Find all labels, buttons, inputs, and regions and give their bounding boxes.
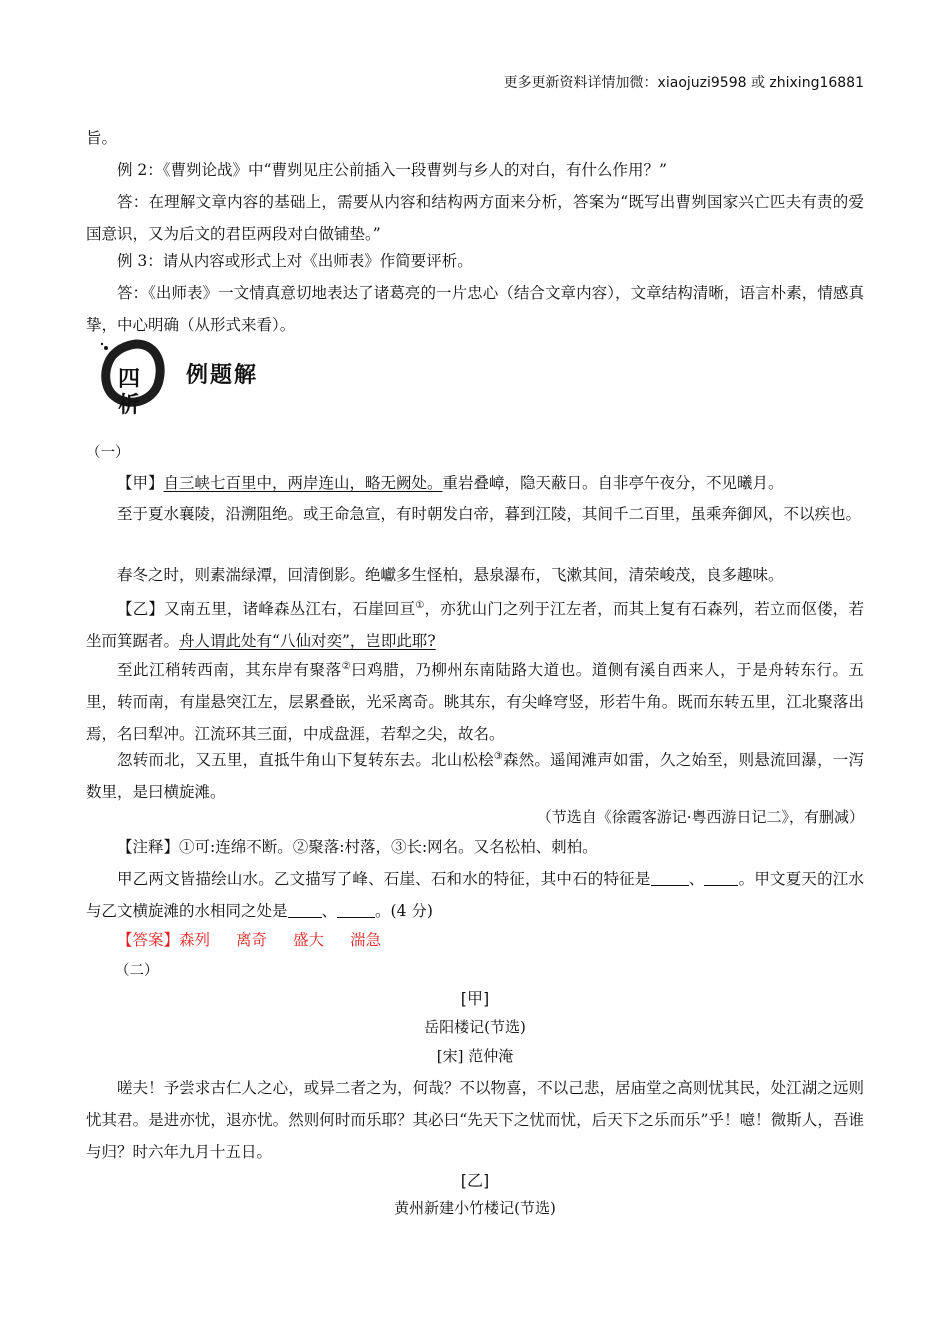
section-number: 四 (118, 367, 141, 392)
part1-jia-paragraph-3: 春冬之时，则素湍绿潭，回清倒影。绝巘多生怪柏，悬泉瀑布，飞漱其间，清荣峻茂，良多趣味。 (117, 566, 784, 584)
part1-yi-paragraph-2: 至此江稍转西南，其东岸有聚落②曰鸡腊，乃柳州东南陆路大道也。道侧有溪自西来人，于是舟转东行。五里，转而南，有崖悬突江左，层累叠嵌，光采离奇。眺其东，有尖峰穹竖，形若牛角。既而东转五里，江北聚落出焉，名曰犁冲。江流环其三面，中成盘涯，若犁之尖，故名。 (86, 661, 864, 744)
jia-tag: 【甲】 (117, 474, 164, 492)
part2-jia-title: 岳阳楼记(节选) (424, 1018, 526, 1036)
section-badge (98, 338, 168, 418)
answer-blank (337, 902, 375, 919)
section-number-bottom: 析 (118, 393, 141, 418)
yi-tag: 【乙】 (117, 600, 165, 619)
example-3-question: 例 3：请从内容或形式上对《出师表》作简要评析。 (117, 252, 473, 270)
jia-underlined-sentence: 自三峡七百里中，两岸连山，略无阙处。 (163, 474, 443, 492)
answer-blank (704, 870, 738, 887)
answer-item: 湍急 (350, 931, 382, 949)
part2-jia-text: 嗟夫！予尝求古仁人之心，或异二者之为，何哉？不以物喜，不以己悲，居庙堂之高则忧其民，处江湖之远则忧其君。是进亦忧，退亦忧。然则何时而乐耶？其必曰“先天下之忧而忧，后天下之乐而乐”乎！噫！微斯人，吾谁与归？时六年九月十五日。 (86, 1079, 864, 1161)
part1-jia-paragraph-2: 至于夏水襄陵，沿溯阻绝。或王命急宣，有时朝发白帝，暮到江陵，其间千二百里，虽乘奔御风，不以疾也。 (117, 505, 862, 523)
part1-yi-paragraph-3: 忽转而北，又五里，直抵牛角山下复转东去。北山松桧③森然。遥闻滩声如雷，久之始至，则悬流回瀑，一泻数里，是曰横旋滩。 (86, 751, 864, 802)
example-2-answer: 答：在理解文章内容的基础上，需要从内容和结构两方面来分析，答案为“既写出曹刿国家兴亡匹夫有责的爱国意识，又为后文的君臣两段对白做铺垫。” (86, 193, 864, 243)
part1-answer (86, 924, 864, 956)
example-3-answer: 答：《出师表》一文情真意切地表达了诸葛亮的一片忠心（结合文章内容），文章结构清晰，语言朴素，情感真挚，中心明确（从形式来看）。 (86, 284, 864, 334)
yi-underlined-sentence: 舟人谓此处有“八仙对奕”，岂即此耶? (179, 632, 436, 651)
part1-yi-paragraph-1: 【乙】又南五里，诸峰森丛江右，石崖回亘①，亦犹山门之列于江左者，而其上复有石森列，若立而伛偻，若坐而箕踞者。舟人谓此处有“八仙对奕”，岂即此耶? (86, 600, 864, 651)
part1-label: （一） (86, 445, 130, 461)
answer-item: 离奇 (236, 931, 268, 949)
part1-jia-paragraph-1: 【甲】自三峡七百里中，两岸连山，略无阙处。重岩叠嶂，隐天蔽日。自非亭午夜分，不见曦月。 (117, 474, 784, 492)
part1-notes: 【注释】①可:连绵不断。②聚落:村落，③长:网名。又名松柏、刺柏。 (117, 838, 598, 856)
answer-item: 盛大 (293, 931, 325, 949)
section-title: 例题解 (186, 363, 259, 388)
part2-yi-title: 黄州新建小竹楼记(节选) (394, 1199, 556, 1217)
answer-label: 【答案】 (117, 931, 180, 949)
part1-source: （节选自《徐霞客游记·粤西游日记二》，有删减） (536, 808, 864, 826)
part2-yi-heading: [乙] (460, 1171, 490, 1190)
answer-item: 森列 (179, 931, 211, 949)
intro-tail: 旨。 (86, 129, 118, 147)
part2-jia-heading: [甲] (460, 989, 490, 1008)
header-contact-note: 更多更新资料详情加微：xiaojuzi9598 或 zhixing16881 (503, 75, 864, 91)
part2-label: （二） (115, 963, 159, 979)
part1-question: 甲乙两文皆描绘山水。乙文描写了峰、石崖、石和水的特征，其中石的特征是 、 。甲文夏天的江水与乙文横旋滩的水相同之处是 、 。(4 分) (86, 870, 864, 920)
answer-blank (651, 870, 689, 887)
example-2-question: 例 2：《曹刿论战》中“曹刿见庄公前插入一段曹刿与乡人的对白，有什么作用？” (117, 161, 667, 179)
part2-jia-author: [宋] 范仲淹 (436, 1047, 514, 1065)
answer-blank (288, 902, 322, 919)
